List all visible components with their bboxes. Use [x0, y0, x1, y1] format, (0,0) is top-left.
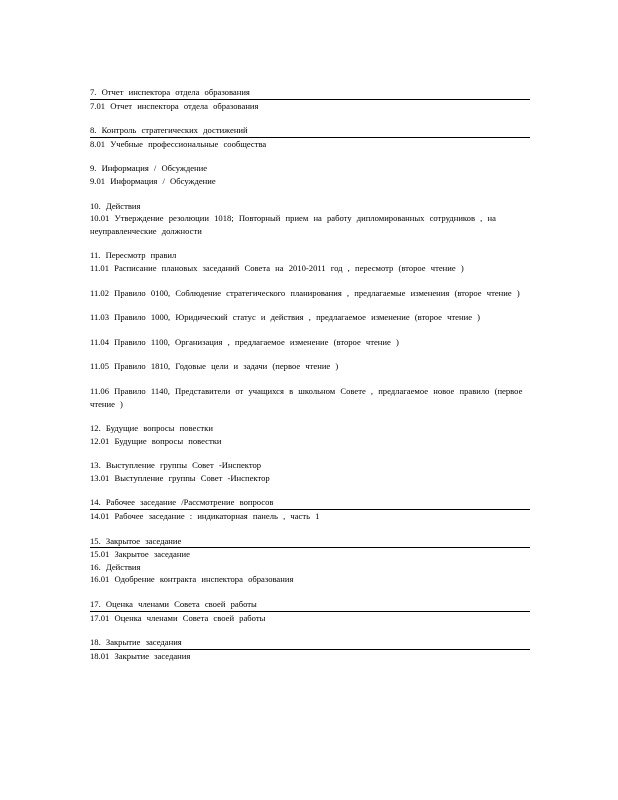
- agenda-section: [90, 360, 530, 373]
- section-heading: 10. Действия: [90, 200, 141, 211]
- agenda-section: [90, 561, 530, 586]
- agenda-section: [90, 249, 530, 274]
- agenda-item: 11.02 Правило 0100, Соблюдение стратегического планирования , предлагаемые изменения (второе чтение ): [90, 287, 520, 298]
- agenda-section: [90, 124, 530, 150]
- agenda-item: 8.01 Учебные профессиональные сообщества: [90, 138, 267, 149]
- agenda-section: [90, 86, 530, 112]
- agenda-item: 15.01 Закрытое заседание: [90, 549, 190, 560]
- agenda-section: [90, 311, 530, 324]
- section-heading: 15. Закрытое заседание: [90, 535, 530, 549]
- agenda-item: 14.01 Рабочее заседание : индикаторная панель , часть 1: [90, 511, 320, 522]
- agenda-item: 9.01 Информация / Обсуждение: [90, 175, 216, 186]
- section-heading: 13. Выступление группы Совет -Инспектор: [90, 460, 262, 471]
- section-heading: 12. Будущие вопросы повестки: [90, 423, 213, 434]
- agenda-item: 11.01 Расписание плановых заседаний Совета на 2010-2011 год , пересмотр (второе чтение ): [90, 262, 464, 273]
- agenda-item: 17.01 Оценка членами Совета своей работы: [90, 612, 266, 623]
- agenda-section: [90, 422, 530, 447]
- section-heading: 11. Пересмотр правил: [90, 250, 177, 261]
- agenda-section: [90, 336, 530, 349]
- agenda-section: [90, 535, 530, 561]
- agenda-section: [90, 200, 530, 238]
- section-heading: 8. Контроль стратегических достижений: [90, 124, 530, 138]
- agenda-section: [90, 287, 530, 300]
- section-heading: 18. Закрытие заседания: [90, 636, 530, 650]
- agenda-item: 13.01 Выступление группы Совет -Инспектор: [90, 472, 270, 483]
- agenda-section: [90, 385, 530, 410]
- agenda-section: [90, 496, 530, 522]
- agenda-item: 11.06 Правило 1140, Представители от учащихся в школьном Совете , предлагаемое новое правило (первое чтение ): [90, 385, 523, 409]
- agenda-item: 10.01 Утверждение резолюции 1018; Повторный прием на работу дипломированных сотрудников , на неуправленческие должности: [90, 213, 496, 236]
- agenda-body: [90, 86, 530, 674]
- section-heading: 7. Отчет инспектора отдела образования: [90, 86, 530, 100]
- section-heading: 16. Действия: [90, 561, 141, 572]
- agenda-item: 16.01 Одобрение контракта инспектора образования: [90, 574, 294, 585]
- agenda-item: 18.01 Закрытие заседания: [90, 650, 191, 661]
- agenda-section: [90, 636, 530, 662]
- agenda-item: 11.03 Правило 1000, Юридический статус и действия , предлагаемое изменение (второе чтение ): [90, 312, 481, 323]
- agenda-section: [90, 162, 530, 187]
- section-heading: 17. Оценка членами Совета своей работы: [90, 598, 530, 612]
- agenda-section: [90, 459, 530, 484]
- agenda-item: 11.05 Правило 1810, Годовые цели и задачи (первое чтение ): [90, 361, 339, 372]
- agenda-item: 7.01 Отчет инспектора отдела образования: [90, 100, 259, 111]
- agenda-item: 11.04 Правило 1100, Организация , предлагаемое изменение (второе чтение ): [90, 336, 399, 347]
- agenda-section: [90, 598, 530, 624]
- section-heading: 9. Информация / Обсуждение: [90, 163, 208, 174]
- agenda-item: 12.01 Будущие вопросы повестки: [90, 435, 222, 446]
- section-heading: 14. Рабочее заседание /Рассмотрение вопросов: [90, 496, 530, 510]
